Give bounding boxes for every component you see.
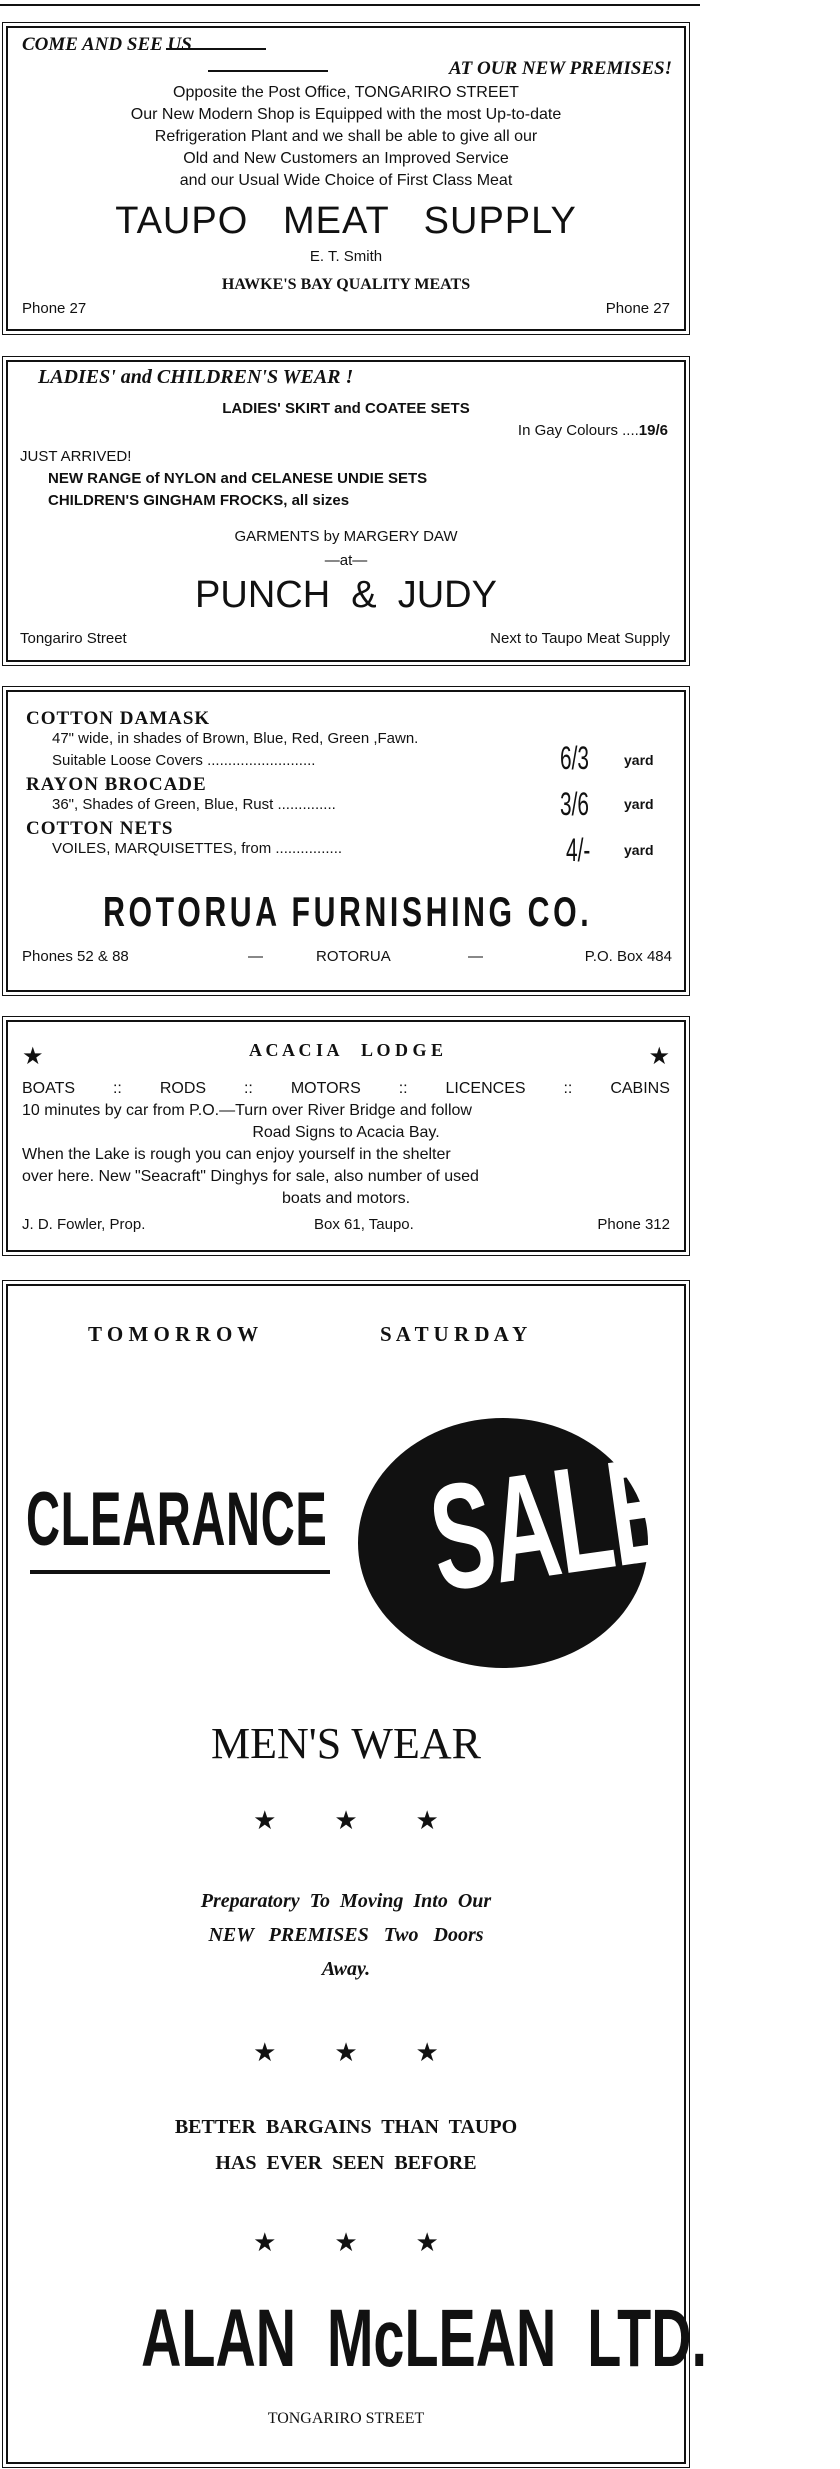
ad4-footer-mid: Box 61, Taupo. <box>314 1216 414 1233</box>
ad2-frocks: CHILDREN'S GINGHAM FROCKS, all sizes <box>48 492 350 509</box>
ad1-heading-right: AT OUR NEW PREMISES! <box>449 58 672 79</box>
ad4-star-right: ★ <box>648 1042 670 1070</box>
ad3-item-title-damask: COTTON DAMASK <box>26 708 211 729</box>
ad5-clearance: CLEARANCE <box>26 1477 328 1562</box>
ad4-service-sep-1: :: <box>112 1080 122 1097</box>
ad5-moving-line-2: NEW PREMISES Two Doors <box>208 1924 484 1946</box>
ad3-nets-price: 4/- <box>566 832 591 868</box>
ad5-shop-name: ALAN McLEAN LTD. <box>141 2293 707 2384</box>
ad2-colours-row <box>518 422 668 439</box>
ad3-damask-line-1: 47" wide, in shades of Brown, Blue, Red, Green ,Fawn. <box>52 730 419 747</box>
ad5-stars-2: ★ ★ ★ <box>253 2038 439 2068</box>
ad2-shop-name: PUNCH & JUDY <box>195 574 497 616</box>
ad2-heading: LADIES' and CHILDREN'S WEAR ! <box>38 366 354 388</box>
ad1-line-1: Opposite the Post Office, TONGARIRO STREET <box>173 84 519 101</box>
ad3-shop-name-wrap <box>8 888 684 938</box>
ad1-phone-right: Phone 27 <box>605 300 670 317</box>
ad4-footer-right: Phone 312 <box>597 1216 670 1233</box>
ad4-service-cabins: CABINS <box>610 1080 670 1097</box>
ad3-nets-price-row <box>566 832 603 869</box>
ad3-damask-price: 6/3 <box>560 740 589 776</box>
ad1-line-5: and our Usual Wide Choice of First Class Meat <box>179 172 513 189</box>
ad3-shop-name: ROTORUA FURNISHING CO. <box>103 888 593 935</box>
ad1-phone-left: Phone 27 <box>22 300 87 317</box>
ad2-colours-label: In Gay Colours <box>517 422 618 439</box>
ad4-service-boats: BOATS <box>22 1080 76 1097</box>
ad5-street: TONGARIRO STREET <box>267 2410 425 2427</box>
ad1-tagline: HAWKE'S BAY QUALITY MEATS <box>221 276 471 293</box>
ad4-service-sep-4: :: <box>563 1080 573 1097</box>
ad1-shop-name: TAUPO MEAT SUPPLY <box>115 200 577 242</box>
ad4-service-rods: RODS <box>159 1080 207 1097</box>
ad2-sets-line: LADIES' SKIRT and COATEE SETS <box>222 400 470 417</box>
ad5-stars-3: ★ ★ ★ <box>253 2228 439 2258</box>
ad-punch-and-judy <box>6 360 686 662</box>
ad1-heading-rule-lower <box>208 70 328 72</box>
ad3-nets-unit: yard <box>624 842 654 858</box>
ad2-just-arrived: JUST ARRIVED! <box>20 448 132 465</box>
ad4-line-5: boats and motors. <box>281 1190 411 1207</box>
ad3-brocade-unit: yard <box>624 796 654 812</box>
ad3-brocade-price-row <box>560 786 604 823</box>
ad5-bargain-line-1: BETTER BARGAINS THAN TAUPO <box>174 2116 518 2138</box>
ad4-line-4: over here. New "Seacraft" Dinghys for sale, also number of used <box>22 1168 479 1185</box>
ad4-service-sep-3: :: <box>398 1080 408 1097</box>
ad4-star-left: ★ <box>22 1042 44 1070</box>
ad1-heading-rule <box>166 48 266 50</box>
ad4-service-licences: LICENCES <box>445 1080 526 1097</box>
ad3-footer-dash-2: — <box>468 948 483 965</box>
ad3-item-title-nets: COTTON NETS <box>26 818 174 839</box>
ad5-sale-text: SALE <box>420 1423 680 1623</box>
ad4-line-1: 10 minutes by car from P.O.—Turn over River Bridge and follow <box>22 1102 472 1119</box>
ad3-damask-price-row <box>560 740 604 777</box>
ad1-line-4: Old and New Customers an Improved Service <box>183 150 509 167</box>
ad5-clearance-underline <box>30 1570 330 1574</box>
ad3-brocade-price: 3/6 <box>560 786 589 822</box>
ad2-footer-right: Next to Taupo Meat Supply <box>490 630 670 647</box>
ad4-service-sep-2: :: <box>243 1080 253 1097</box>
ad3-brocade-line-1: 36", Shades of Green, Blue, Rust .............. <box>52 796 336 813</box>
ad5-tomorrow: T O M O R R O W <box>88 1322 259 1346</box>
ad5-shop-name-wrap <box>8 2292 707 2384</box>
ad5-saturday: S A T U R D A Y <box>380 1322 528 1346</box>
ad3-item-title-brocade: RAYON BROCADE <box>26 774 207 795</box>
ad5-bargain-line-2: HAS EVER SEEN BEFORE <box>215 2152 477 2174</box>
ad2-at: —at— <box>324 552 368 569</box>
ad2-footer-left: Tongariro Street <box>20 630 127 647</box>
ad1-line-3: Refrigeration Plant and we shall be able to give all our <box>154 128 538 145</box>
ad5-moving-line-3: Away. <box>321 1958 371 1980</box>
ad3-footer-dash-1: — <box>248 948 263 965</box>
ad-alan-mclean-sale <box>6 1284 707 2464</box>
ad5-clearance-wrap <box>26 1476 356 1563</box>
ad4-service-motors: MOTORS <box>290 1080 361 1097</box>
ad3-footer-mid: ROTORUA <box>316 948 391 965</box>
ad1-line-2: Our New Modern Shop is Equipped with the most Up-to-date <box>130 106 562 123</box>
ad5-stars-1: ★ ★ ★ <box>253 1806 439 1836</box>
ad4-line-3: When the Lake is rough you can enjoy yourself in the shelter <box>22 1146 451 1163</box>
ad5-moving-line-1: Preparatory To Moving Into Our <box>200 1890 492 1912</box>
ad2-garments: GARMENTS by MARGERY DAW <box>234 528 458 545</box>
ad2-colours-price: 19/6 <box>638 422 668 439</box>
ad3-nets-line-1: VOILES, MARQUISETTES, from ................ <box>52 840 343 857</box>
top-rule <box>0 4 700 6</box>
ad-rotorua-furnishing <box>6 690 686 992</box>
ad4-footer-left: J. D. Fowler, Prop. <box>22 1216 146 1233</box>
ad3-damask-line-2: Suitable Loose Covers .......................... <box>52 752 316 769</box>
ad2-new-range: NEW RANGE of NYLON and CELANESE UNDIE SETS <box>48 470 428 487</box>
ad5-sale-text-wrap <box>358 1423 680 1623</box>
ad3-footer-right: P.O. Box 484 <box>584 948 672 965</box>
ad2-colours-dots: .... <box>622 422 639 439</box>
ad3-footer-left: Phones 52 & 88 <box>22 948 129 965</box>
ad3-damask-unit: yard <box>624 752 654 768</box>
ad1-proprietor: E. T. Smith <box>309 248 383 265</box>
ad4-services-row <box>22 1080 670 1098</box>
ad-acacia-lodge <box>6 1020 686 1252</box>
ad-taupo-meat-supply <box>6 26 686 331</box>
ad5-sale-disc <box>358 1418 680 1668</box>
ad4-title: A C A C I A L O D G E <box>248 1040 444 1060</box>
ad4-line-2: Road Signs to Acacia Bay. <box>252 1124 440 1141</box>
ad1-heading-left: COME AND SEE US <box>22 34 192 55</box>
ad5-mens-wear: MEN'S WEAR <box>211 1719 481 1768</box>
